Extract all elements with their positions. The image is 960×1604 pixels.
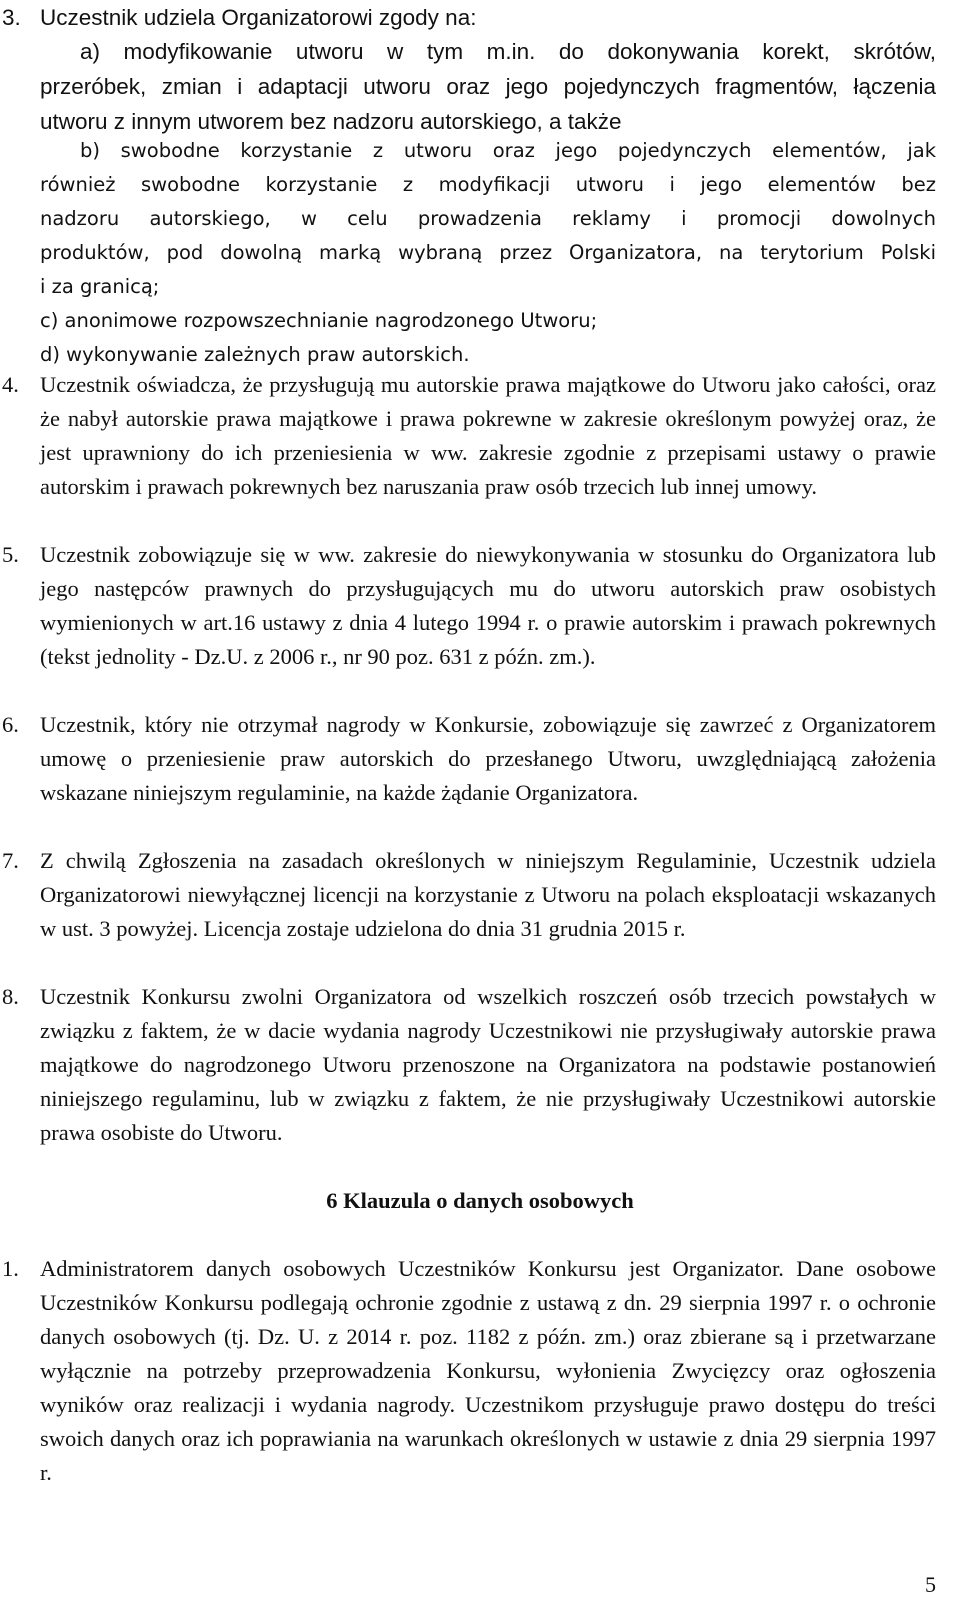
clause-1-text: Administratorem danych osobowych Uczestników Konkursu jest Organizator. Dane osobowe Uczestników Konkursu podlegają ochronie zgodnie z ustawą z dn. 29 sierpnia 1997 r. o ochronie danych osobowych (tj. Dz. U. z 2014 r. poz. 1182 z późn. zm.) oraz zbierane są i przetwarzane wyłącznie na potrzeby przeprowadzenia Konkursu, wyłonienia Zwycięzcy oraz ogłoszenia wyników oraz realizacji i wydania nagrody. Uczestnikom przysługuje prawo dostępu do treści swoich danych oraz ich poprawiania na warunkach określonych w ustawie z dnia 29 sierpnia 1997 r. [40, 1256, 936, 1485]
section-3-a-line2: przeróbek, zmian i adaptacji utworu oraz jego pojedynczych fragmentów, łączenia [40, 74, 936, 99]
item-number-1: 1. [2, 1256, 19, 1281]
section-3-a-line3: utworu z innym utworem bez nadzoru autorskiego, a także [40, 109, 622, 134]
item-number-3: 3. [2, 5, 21, 30]
section-3-d-line: d) wykonywanie zależnych praw autorskich. [40, 343, 470, 366]
section-5-text: Uczestnik zobowiązuje się w ww. zakresie do niewykonywania w stosunku do Organizatora lub jego następców prawnych do przysługujących mu do utworu autorskich praw osobistych wymienionych w art.16 ustawy z dnia 4 lutego 1994 r. o prawie autorskim i prawach pokrewnych (tekst jednolity - Dz.U. z 2006 r., nr 90 poz. 631 z późn. zm.). [40, 542, 936, 669]
item-number-5: 5. [2, 542, 19, 567]
section-3-intro: Uczestnik udziela Organizatorowi zgody na: [40, 5, 477, 30]
section-3-a-line1: a) modyfikowanie utworu w tym m.in. do dokonywania korekt, skrótów, [80, 39, 936, 64]
section-3-b-line3: nadzoru autorskiego, w celu prowadzenia reklamy i promocji dowolnych [40, 207, 936, 230]
section-6-text: Uczestnik, który nie otrzymał nagrody w Konkursie, zobowiązuje się zawrzeć z Organizatorem umowę o przeniesienie praw autorskich do przesłanego Utworu, uwzględniającą założenia wskazane niniejszym regulaminie, na każde żądanie Organizatora. [40, 712, 936, 805]
section-7-text: Z chwilą Zgłoszenia na zasadach określonych w niniejszym Regulaminie, Uczestnik udziela Organizatorowi niewyłącznej licencji na korzystanie z Utworu na polach eksploatacji wskazanych w ust. 3 powyżej. Licencja zostaje udzielona do dnia 31 grudnia 2015 r. [40, 848, 936, 941]
item-number-8: 8. [2, 984, 19, 1009]
section-heading: 6 Klauzula o danych osobowych [326, 1188, 634, 1213]
item-number-7: 7. [2, 848, 19, 873]
section-3-c-line: c) anonimowe rozpowszechnianie nagrodzonego Utworu; [40, 309, 598, 332]
page-number: 5 [925, 1572, 936, 1597]
section-3-b-line2: również swobodne korzystanie z modyfikacji utworu i jego elementów bez [40, 173, 936, 196]
section-4-text: Uczestnik oświadcza, że przysługują mu autorskie prawa majątkowe do Utworu jako całości, oraz że nabył autorskie prawa majątkowe i prawa pokrewne w zakresie określonym powyżej oraz, że jest uprawniony do ich przeniesienia w ww. zakresie zgodnie z przepisami ustawy o prawie autorskim i prawach pokrewnych bez naruszania praw osób trzecich lub innej umowy. [40, 372, 936, 499]
item-number-6: 6. [2, 712, 19, 737]
section-3-b-line1: b) swobodne korzystanie z utworu oraz jego pojedynczych elementów, jak [80, 139, 936, 162]
section-8-text: Uczestnik Konkursu zwolni Organizatora od wszelkich roszczeń osób trzecich powstałych w związku z faktem, że w dacie wydania nagrody Uczestnikowi nie przysługiwały autorskie prawa majątkowe do nagrodzonego Utworu przenoszone na Organizatora na podstawie postanowień niniejszego regulaminu, lub w związku z faktem, że nie przysługiwały Uczestnikowi autorskie prawa osobiste do Utworu. [40, 984, 936, 1145]
item-number-4: 4. [2, 372, 19, 397]
section-3-b-line5: i za granicą; [40, 275, 160, 298]
section-3-b-line4: produktów, pod dowolną marką wybraną przez Organizatora, na terytorium Polski [40, 241, 936, 264]
